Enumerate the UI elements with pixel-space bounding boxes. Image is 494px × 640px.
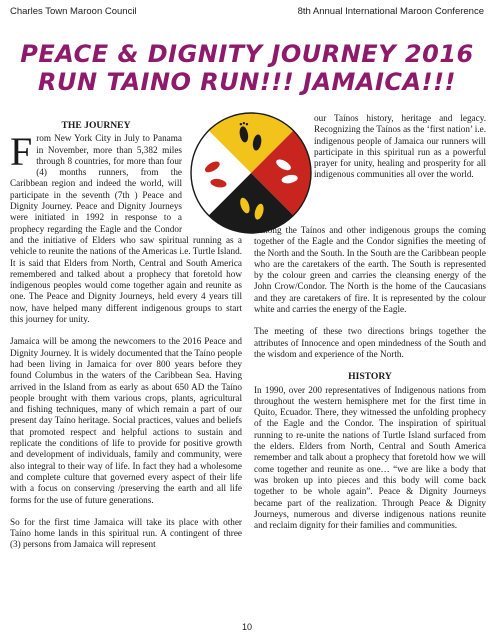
- right-paragraph-2: Among the Taínos and other indigenous groups the coming together of the Eagle and the Condor signifies the meeting of the North and the South. In the South are the Caribbean people who are the caretakers of the earth. The South is represented by the colour green and carries the cleansing energy of the John Crow/Condor. The North is the home of the Caucasians and they are caretakers of fire. It is represented by the colour white and carries the energy of the Eagle.: [254, 225, 486, 315]
- journey-paragraph-1: From New York City in July to Panama in November, more than 5,382 miles through 8 countries, for more than four (4) months runners, from the Caribbean region and indeed the world, will participate in the seventh (7th ) Peace and Dignity Journey. Peace and Dignity Journeys were initiated in 1992 in response to a prophecy regarding the Eagle and the Condor and the initiative of Elders who saw spiritual running as a vehicle to reunite the nations of the Americas i.e. Turtle Island. It is said that Elders from North, Central and South America remembered and talked about a prophecy that foretold how indigenous peoples would come together again and reunite as one. The Peace and Dignity Journeys, held every 4 years till now, have helped many different indigenous groups to start this journey for unity.: [10, 129, 242, 325]
- drop-cap: F: [10, 129, 33, 175]
- history-paragraph: In 1990, over 200 representatives of Indigenous nations from throughout the western hemisphere met for the first time in Quito, Ecuador. There, they witnessed the unfolding prophecy of the Eagle and the Condor. The inspiration of spiritual running to re-unite the nations of Turtle Island surfaced from the elders. Elders from North, Central and South America remember and talk about a prophecy that foretold how we will come together and reunite as one… “we are like a body that was broken up into pieces and this body will come back together to be whole again”. Peace & Dignity Journeys became part of the realization. Through Peace & Dignity Journeys, numerous and diverse indigenous nations reunite and reclaim dignity for their families and communities.: [254, 384, 486, 531]
- page-title-line-2: RUN TAINO RUN!!! JAMAICA!!!: [38, 68, 456, 96]
- right-paragraph-3: The meeting of these two directions brings together the attributes of Innocence and open mindedness of the South and the wisdom and experience of the North.: [254, 326, 486, 359]
- page-title-line-1: PEACE & DIGNITY JOURNEY 2016: [20, 40, 474, 68]
- left-column: [10, 120, 242, 562]
- running-header: [10, 6, 484, 20]
- journey-heading: THE JOURNEY: [61, 120, 131, 131]
- header-conference-name: 8th Annual International Maroon Conference: [297, 6, 484, 17]
- journey-paragraph-3: So for the first time Jamaica will take its place with other Taíno home lands in this spiritual run. A contingent of three (3) persons from Jamaica will represent: [10, 516, 242, 550]
- header-council-name: Charles Town Maroon Council: [10, 6, 137, 17]
- journey-paragraph-2: Jamaica will be among the newcomers to the 2016 Peace and Dignity Journey. It is widely documented that the Taíno people had been living in Jamaica for over 800 years before they found Columbus in the waters of the Caribbean Sea. Having arrived in the Island from as early as about 650 AD the Taíno people brought with them various crops, plants, agricultural and fishing techniques, many of which remain a part of our present day Taíno heritage. Social practices, values and beliefs that promoted respect and helpful actions to sustain and replicate the conditions of life to provide for positive growth and development of individuals, family and community, were also integral to their way of life. In fact they had a wholesome and complete culture that governed every aspect of their life with a focus on conserving /preserving the earth and all life forms for the use of future generations.: [10, 336, 242, 505]
- right-paragraph-1: our Taínos history, heritage and legacy. Recognizing the Taínos as the ‘first nation’ i.e. indigenous people of Jamaica our runners will participate in this spiritual run as a powerful prayer for unity, healing and prosperity for all indigenous communities all over the world.: [314, 113, 486, 180]
- right-column: [254, 113, 486, 542]
- history-heading: HISTORY: [348, 371, 392, 383]
- page-number: 10: [241, 622, 252, 632]
